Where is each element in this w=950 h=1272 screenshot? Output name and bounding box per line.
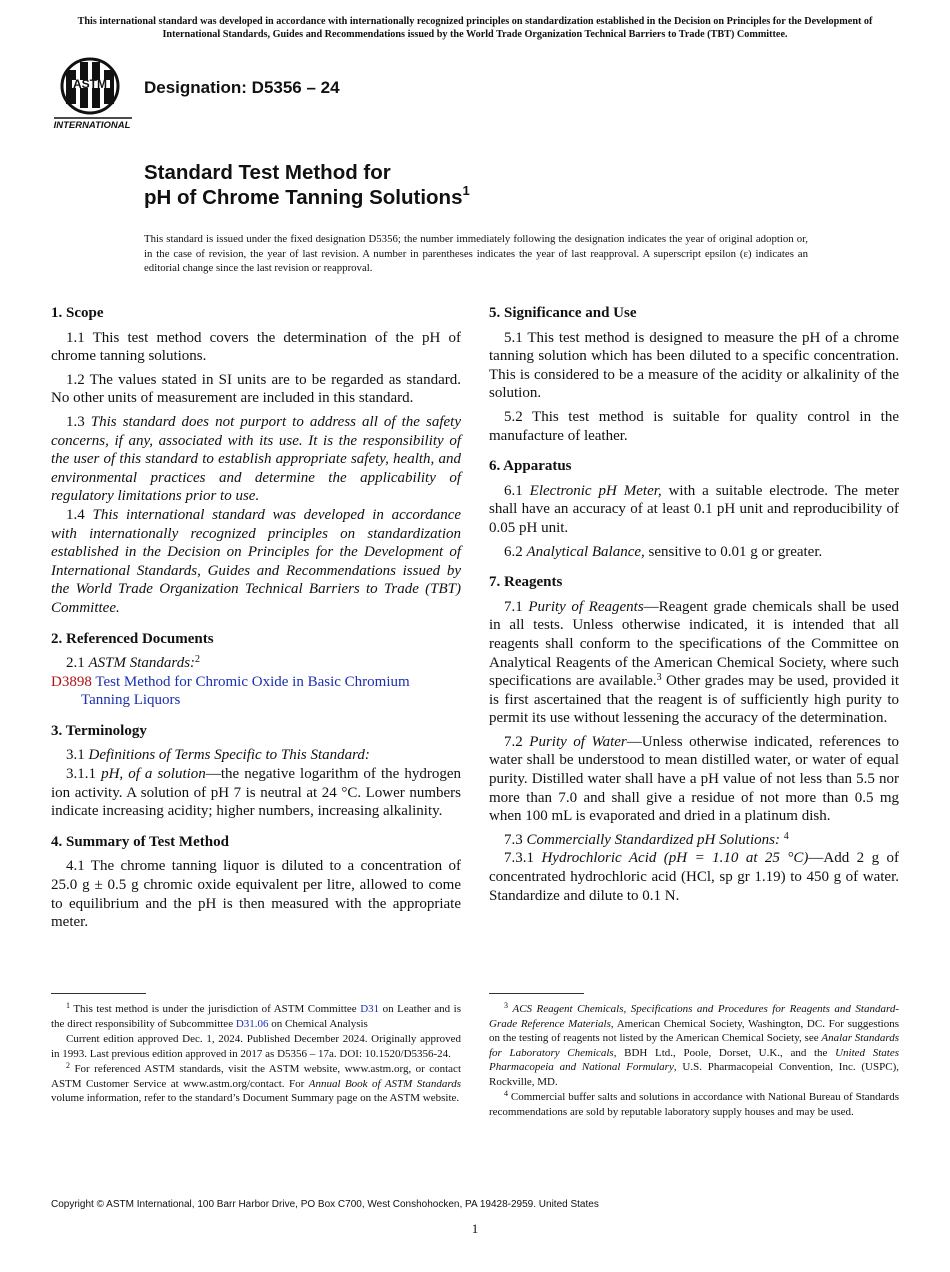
section-heading: 5. Significance and Use: [489, 305, 637, 321]
paragraph-7-3: 7.3 Commercially Standardized pH Solutions: $^4$: [504, 830, 789, 848]
designation: Designation: D5356 – 24: [144, 78, 340, 97]
footnotes-left: [51, 1002, 461, 1107]
paragraph-6-1: 6.1 Electronic pH Meter, with a suitable electrode. The meter shall have an accuracy of at least 0.1 pH unit and reproducibility of 0.05 pH unit.: [489, 482, 900, 536]
logo-text: ASTM: [73, 77, 107, 91]
section-scope: [51, 304, 461, 618]
footnote-2: $^2$ For referenced ASTM standards, visit the ASTM website, www.astm.org, or contact ASTM Customer Service at www.astm.org/contact. For Annual Book of ASTM Standards volume information, refer to the standard’s Document Summary page on the ASTM website.: [51, 1061, 461, 1104]
subcommittee-d31-06-link[interactable]: D31.06: [235, 1017, 269, 1030]
reference-code[interactable]: D3898: [51, 673, 92, 690]
paragraph-3-1: 3.1 Definitions of Terms Specific to This Standard:: [66, 747, 370, 764]
committee-d31-link[interactable]: D31: [360, 1003, 380, 1015]
document-title: [144, 160, 470, 210]
paragraph-4-1: 4.1 The chrome tanning liquor is diluted to a concentration of 25.0 g ± 0.5 g chromic oxide equivalent per litre, allowed to come to equilibrium and the pH is then measured with the appropriate meter.: [51, 858, 461, 931]
title-footnote-ref[interactable]: 1: [462, 183, 470, 198]
paragraph-3-1-1: 3.1.1 pH, of a solution—the negative logarithm of the hydrogen ion activity. A solution of pH 7 is neutral at 24 °C. Lower numbers indicate increasing acidity; higher numbers, increasing alkalinity.: [51, 766, 462, 820]
section-referenced-documents: [51, 630, 461, 710]
footnote-divider-right: [489, 993, 584, 994]
paragraph-1-4: 1.4 This international standard was developed in accordance with internationally recognized principles on standardization established in the Decision on Principles for the Development of International Standards, Guides and Recommendations issued by the World Trade Organization Technical Barriers to Trade (TBT) Committee.: [51, 506, 462, 616]
section-reagents: [489, 573, 899, 905]
footnote-4: $^4$ Commercial buffer salts and solutions in accordance with National Bureau of Standards recommendations are sold by reputable laboratory supply houses and may be used.: [489, 1089, 899, 1118]
reference-title-link[interactable]: Test Method for Chromic Oxide in Basic Chromium Tanning Liquors: [81, 673, 410, 709]
footnote-ref-3[interactable]: 3: [656, 672, 662, 684]
paragraph-1-3: 1.3 This standard does not purport to address all of the safety concerns, if any, associated with its use. It is the responsibility of the user of this standard to establish appropriate safety, health, and environmental practices and determine the applicability of regulatory limitations prior to use.: [51, 413, 461, 505]
paragraph-6-2: 6.2 Analytical Balance, sensitive to 0.01 g or greater.: [504, 543, 823, 560]
section-heading: 6. Apparatus: [489, 458, 572, 475]
page-number: 1: [471, 1221, 479, 1236]
logo-subtext: INTERNATIONAL: [53, 120, 131, 131]
title-line-2: pH of Chrome Tanning Solutions$^1$: [144, 183, 470, 209]
reference-d3898[interactable]: [51, 673, 461, 710]
footnotes-right: [489, 1002, 899, 1120]
paragraph-1-1: 1.1 This test method covers the determination of the pH of chrome tanning solutions.: [51, 329, 461, 365]
paragraph-7-2: 7.2 Purity of Water—Unless otherwise indicated, references to water shall be understood to mean distilled water, or water of equal purity. Distilled water shall have a pH value of not less than 5.5 nor more than 7.0 and shall give a residue of not more than 0.5 mg when 100 mL is evaporated and dried in a platinum dish.: [489, 733, 899, 825]
section-heading: 3. Terminology: [51, 722, 147, 739]
section-terminology: [51, 722, 461, 821]
section-heading: 2. Referenced Documents: [51, 630, 214, 647]
footnote-3: $^3$ ACS Reagent Chemicals, Specifications and Procedures for Reagents and Standard-Grade Reference Materials, American Chemical Society, Washington, DC. For suggestions on the testing of reagents not listed by the American Chemical Society, see Analar Standards for Laboratory Chemicals, BDH Ltd., Poole, Dorset, U.K., and the United States Pharmacopeia and National Formulary, U.S. Pharmacopeial Convention, Inc. (USPC), Rockville, MD.: [489, 1001, 900, 1088]
paragraph-5-1: 5.1 This test method is designed to measure the pH of a chrome tanning solution which has been diluted to a specific concentration. This is considered to be a measure of the acidity or alkalinity of the solution.: [489, 329, 899, 402]
paragraph-1-2: 1.2 The values stated in SI units are to be regarded as standard. No other units of measurement are included in this standard.: [51, 371, 461, 407]
left-column: [51, 304, 461, 944]
section-heading: 4. Summary of Test Method: [51, 833, 229, 850]
section-apparatus: [489, 457, 899, 561]
footnote-ref-4[interactable]: 4: [783, 830, 789, 842]
paragraph-7-1: 7.1 Purity of Reagents—Reagent grade chemicals shall be used in all tests. Unless otherwise indicated, it is intended that all reagents shall conform to the specifications of the Committee on Analytical Reagents of the American Chemical Society, where such specifications are available.$^3$ Other grades may be used, provided it is first ascertained that the reagent is of sufficiently high purity to permit its use without lessening the accuracy of the determination.: [489, 598, 899, 727]
paragraph-7-3-1: 7.3.1 Hydrochloric Acid (pH = 1.10 at 25 °C)—Add 2 g of concentrated hydrochloric acid (HCl, sp gr 1.19) to 450 g of water. Standardize and dilute to 0.1 N.: [489, 850, 900, 904]
tbt-notice: This international standard was developed in accordance with internationally recognized principles on standardization established in the Decision on Principles for the Development of International Standards, Guides and Recommendations issued by the World Trade Organization Technical Barriers to Trade (TBT) Committee.: [77, 16, 873, 40]
section-significance: [489, 304, 899, 445]
section-heading: 1. Scope: [51, 305, 104, 321]
astm-logo-icon: [52, 56, 136, 132]
issuance-statement: This standard is issued under the fixed designation D5356; the number immediately following the designation indicates the year of original adoption or, in the case of revision, the year of last revision. A number in parentheses indicates the year of last reapproval. A superscript epsilon (ε) indicates an editorial change since the last revision or reapproval.: [144, 233, 808, 274]
paragraph-2-1: 2.1 ASTM Standards:$^2$: [66, 654, 201, 672]
paragraph-5-2: 5.2 This test method is suitable for quality control in the manufacture of leather.: [489, 408, 899, 444]
copyright: Copyright © ASTM International, 100 Barr Harbor Drive, PO Box C700, West Conshohocken, PA 19428-2959. United States: [51, 1199, 599, 1210]
footnote-divider-left: [51, 993, 146, 994]
section-summary: [51, 833, 461, 932]
title-line-1: Standard Test Method for: [144, 161, 391, 184]
right-column: [489, 304, 899, 917]
footnote-1-edition: Current edition approved Dec. 1, 2024. Published December 2024. Originally approved in 1993. Last previous edition approved in 2017 as D5356 – 17a. DOI: 10.1520/D5356-24.: [51, 1033, 461, 1060]
section-heading: 7. Reagents: [489, 574, 563, 591]
footnote-1: $^1$ This test method is under the jurisdiction of ASTM Committee D31 on Leather and is the direct responsibility of Subcommittee D31.06 on Chemical Analysis: [51, 1001, 461, 1030]
